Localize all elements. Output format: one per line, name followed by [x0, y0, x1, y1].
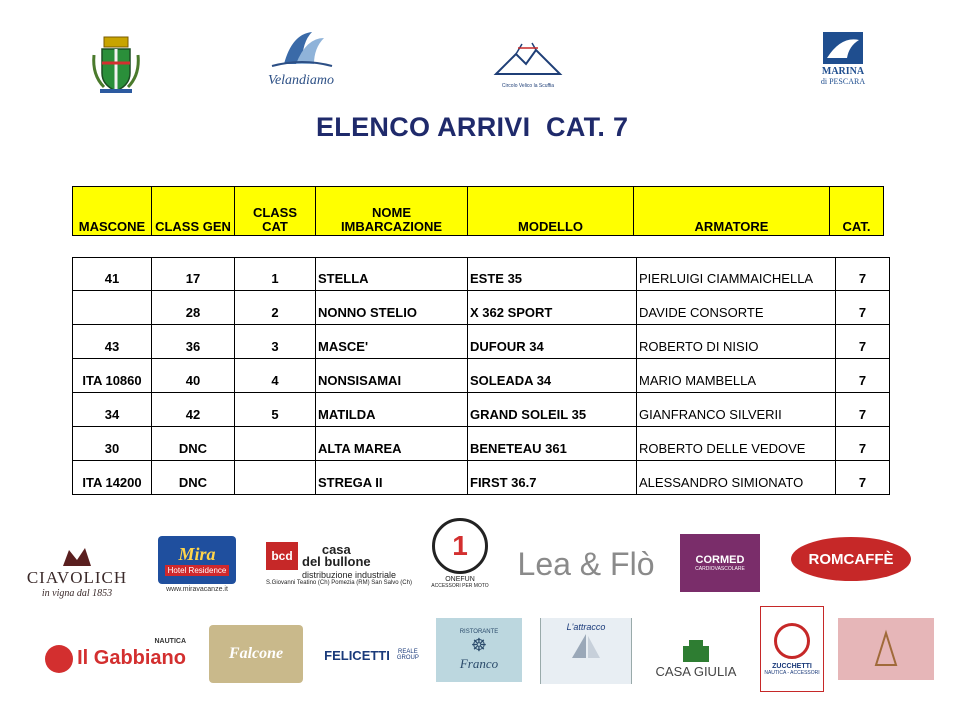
velaport-text: L'attracco — [566, 622, 606, 632]
franco-text: Franco — [459, 655, 499, 671]
casa-bullone-4: S.Giovanni Teatino (Ch) Pomezia (RM) San Salvo (Ch) — [266, 580, 412, 586]
franco-top: RISTORANTE — [459, 628, 499, 635]
onefun-sub: ACCESSORI PER MOTO — [431, 582, 489, 589]
club-caption: Circolo Velico la Scuffia — [501, 83, 555, 89]
row-armatore: GIANFRANCO SILVERII — [637, 393, 836, 427]
row-nome: MASCE' — [316, 325, 468, 359]
lea-flo-text: Lea & Flò — [517, 545, 655, 582]
row-mascone: 43 — [73, 325, 152, 359]
row-class-cat: 2 — [235, 291, 316, 325]
row-mascone — [73, 291, 152, 325]
header-class-gen: CLASS GEN — [152, 187, 235, 236]
header-armatore: ARMATORE — [634, 187, 830, 236]
row-mascone: 30 — [73, 427, 152, 461]
velandiamo-logo — [262, 28, 340, 90]
header-class-cat: CLASS CAT — [235, 187, 316, 236]
row-cat: 7 — [836, 325, 890, 359]
row-modello: DUFOUR 34 — [468, 325, 637, 359]
romcaffe-logo — [788, 534, 914, 584]
row-class-gen: 28 — [152, 291, 235, 325]
header-mascone: MASCONE — [73, 187, 152, 236]
table-row — [73, 393, 890, 427]
mira-title: Mira — [178, 543, 216, 564]
table-row — [73, 291, 890, 325]
row-armatore: MARIO MAMBELLA — [637, 359, 836, 393]
marina-line1: MARINA — [821, 66, 865, 77]
casa-bullone-3: distribuzione industriale — [302, 570, 397, 580]
club-mountain-logo — [488, 42, 568, 92]
cormed-text: CORMED — [695, 554, 745, 566]
row-armatore: ROBERTO DI NISIO — [637, 325, 836, 359]
velandiamo-text: Velandiamo — [267, 73, 335, 88]
row-class-gen: DNC — [152, 461, 235, 495]
row-mascone: ITA 14200 — [73, 461, 152, 495]
marina-pescara-logo — [815, 30, 871, 96]
ciavolich-sub: in vigna dal 1853 — [41, 587, 113, 599]
il-gabbiano-logo — [26, 632, 186, 678]
pink-decorative-logo — [838, 618, 934, 680]
header-modello: MODELLO — [468, 187, 634, 236]
row-cat: 7 — [836, 258, 890, 291]
row-modello: X 362 SPORT — [468, 291, 637, 325]
zucchetti-logo — [760, 606, 824, 692]
page-title: ELENCO ARRIVI CAT. 7 — [316, 112, 629, 142]
felicetti-text: FELICETTI — [324, 647, 390, 663]
row-modello: FIRST 36.7 — [468, 461, 637, 495]
onefun-num: 1 — [452, 529, 468, 561]
zucchetti-text: ZUCCHETTI — [772, 662, 812, 670]
gabbiano-top: NAUTICA — [154, 637, 186, 645]
zucchetti-sub: NAUTICA - ACCESSORI — [764, 669, 820, 676]
romcaffe-text: ROMCAFFÈ — [808, 550, 894, 568]
row-nome: STREGA II — [316, 461, 468, 495]
felicetti-logo — [318, 638, 428, 672]
ristorante-franco-logo: RISTORANTE ☸ Franco — [436, 618, 522, 682]
results-header — [72, 186, 884, 236]
row-cat: 7 — [836, 427, 890, 461]
row-modello: SOLEADA 34 — [468, 359, 637, 393]
row-class-cat — [235, 461, 316, 495]
row-class-gen: DNC — [152, 427, 235, 461]
row-class-gen: 17 — [152, 258, 235, 291]
row-nome: MATILDA — [316, 393, 468, 427]
row-cat: 7 — [836, 461, 890, 495]
table-row — [73, 359, 890, 393]
row-armatore: PIERLUIGI CIAMMAICHELLA — [637, 258, 836, 291]
l-attracco-logo — [540, 618, 632, 684]
lea-flo-logo — [508, 542, 664, 586]
row-mascone: 34 — [73, 393, 152, 427]
row-armatore: DAVIDE CONSORTE — [637, 291, 836, 325]
row-modello: GRAND SOLEIL 35 — [468, 393, 637, 427]
table-row — [73, 258, 890, 291]
row-class-cat — [235, 427, 316, 461]
row-class-gen: 42 — [152, 393, 235, 427]
mira-url: www.miravacanze.it — [166, 585, 228, 593]
mira-sub: Hotel Residence — [165, 565, 230, 576]
felicetti-reale: REALE GROUP — [396, 649, 419, 661]
row-nome: ALTA MAREA — [316, 427, 468, 461]
marina-line2: di PESCARA — [820, 77, 866, 86]
row-mascone: ITA 10860 — [73, 359, 152, 393]
row-cat: 7 — [836, 359, 890, 393]
casa-bullone-1: casa — [321, 542, 351, 557]
row-nome: NONSISAMAI — [316, 359, 468, 393]
table-row — [73, 325, 890, 359]
casa-bullone-2: del bullone — [302, 554, 371, 569]
table-row — [73, 461, 890, 495]
row-nome: STELLA — [316, 258, 468, 291]
row-cat: 7 — [836, 393, 890, 427]
row-armatore: ROBERTO DELLE VEDOVE — [637, 427, 836, 461]
row-modello: ESTE 35 — [468, 258, 637, 291]
row-class-gen: 36 — [152, 325, 235, 359]
ciavolich-logo — [18, 540, 136, 604]
coat-of-arms-logo — [90, 35, 142, 95]
results-table — [72, 257, 890, 495]
onefun-name: ONEFUN — [445, 575, 475, 583]
onefun-logo — [430, 512, 490, 594]
header-nome-imbarcazione: NOME IMBARCAZIONE — [316, 187, 468, 236]
row-class-cat: 3 — [235, 325, 316, 359]
row-nome: NONNO STELIO — [316, 291, 468, 325]
cormed-sub: CARDIOVASCOLARE — [695, 566, 745, 572]
mira-hotel-logo — [156, 532, 238, 596]
row-class-cat: 5 — [235, 393, 316, 427]
falcone-text: Falcone — [228, 645, 284, 662]
row-class-cat: 1 — [235, 258, 316, 291]
row-class-cat: 4 — [235, 359, 316, 393]
header-cat: CAT. — [830, 187, 884, 236]
casa-giulia-logo — [640, 628, 752, 684]
cormed-logo — [680, 534, 760, 592]
gabbiano-text: Il Gabbiano — [77, 647, 186, 669]
ciavolich-text: CIAVOLICH — [26, 567, 128, 587]
table-row — [73, 427, 890, 461]
row-class-gen: 40 — [152, 359, 235, 393]
row-cat: 7 — [836, 291, 890, 325]
row-modello: BENETEAU 361 — [468, 427, 637, 461]
falcone-logo — [208, 624, 304, 684]
casa-giulia-text: CASA GIULIA — [655, 663, 737, 679]
casa-del-bullone-logo: bcd casa del bullone distribuzione industriale S.Giovanni Teatino (Ch) Pomezia (RM) San Salvo (Ch) — [266, 542, 412, 586]
row-armatore: ALESSANDRO SIMIONATO — [637, 461, 836, 495]
row-mascone: 41 — [73, 258, 152, 291]
